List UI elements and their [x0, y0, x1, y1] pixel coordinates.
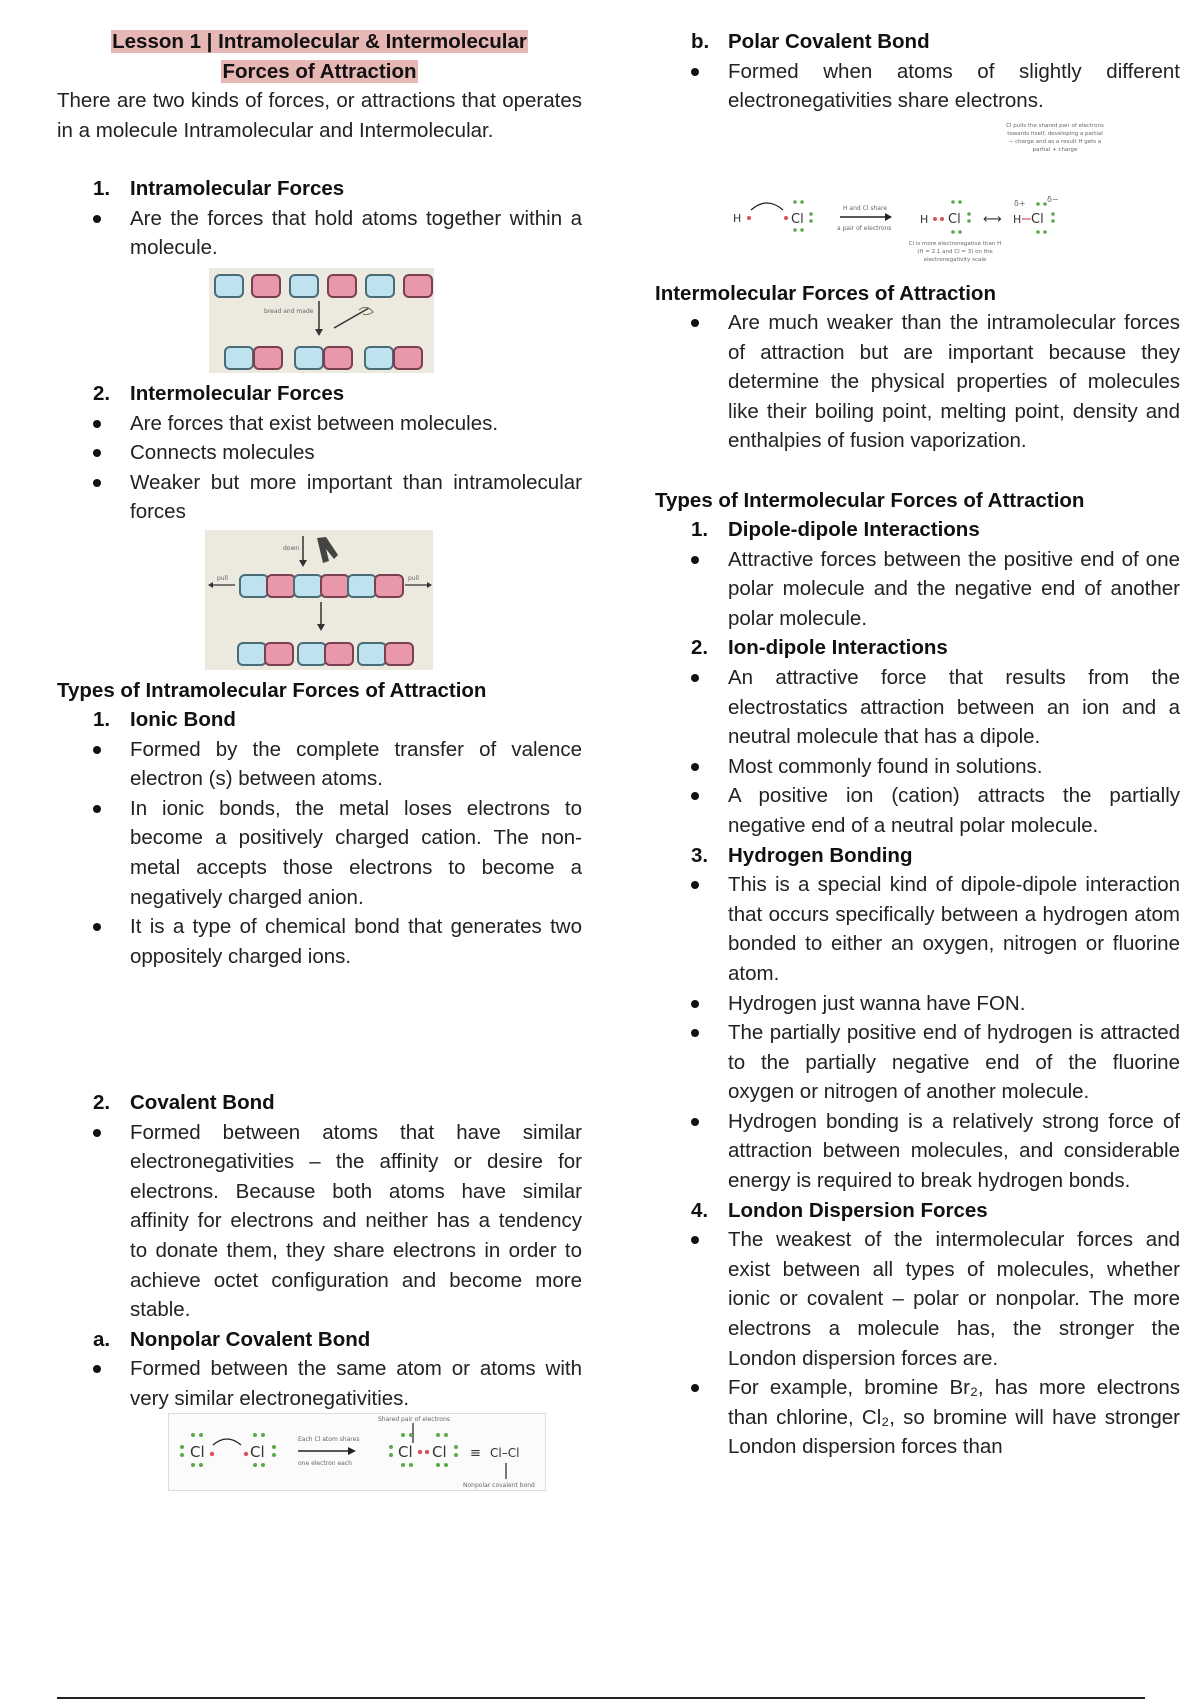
subsection-heading: a. Nonpolar Covalent Bond	[93, 1327, 371, 1351]
section-heading: 1. Intramolecular Forces	[93, 177, 345, 200]
bullet-icon	[93, 215, 101, 223]
svg-text:δ−: δ−	[1047, 195, 1059, 204]
bullet-icon	[93, 449, 101, 457]
bullet-icon	[691, 763, 699, 771]
section-ionic-bond	[57, 705, 582, 971]
bullet-icon	[93, 420, 101, 428]
bullet-icon	[691, 1118, 699, 1126]
svg-text:H and Cl share: H and Cl share	[843, 205, 888, 212]
scissors-arrow-icon	[209, 298, 434, 338]
bullet-item: It is a type of chemical bond that generates two oppositely charged ions.	[57, 912, 582, 971]
bullet-item: Formed between atoms that have similar electronegativities – the affinity or desire for electrons. Because both atoms have similar affinity for electrons and neither has a tendency to donate them, they share electrons in order to achieve octet configuration and become more stable.	[57, 1118, 582, 1325]
section-heading: 2. Intermolecular Forces	[93, 382, 345, 405]
bullet-icon	[93, 479, 101, 487]
svg-text:⟷: ⟷	[983, 212, 1002, 227]
svg-text:Cl: Cl	[948, 212, 961, 227]
bullet-icon	[691, 319, 699, 327]
bullet-item: Weaker but more important than intramolecular forces	[57, 468, 582, 527]
bullet-icon	[691, 881, 699, 889]
svg-text:pull: pull	[217, 575, 228, 582]
intermolecular-heading: Intermolecular Forces of Attraction	[655, 282, 996, 305]
section-heading: 3. Hydrogen Bonding	[691, 843, 913, 867]
types-intermolecular-heading: Types of Intermolecular Forces of Attraction	[655, 489, 1085, 512]
title-line-1: Lesson 1 | Intramolecular & Intermolecular	[112, 30, 527, 53]
svg-text:Cl: Cl	[432, 1443, 447, 1461]
svg-text:Nonpolar covalent bond: Nonpolar covalent bond	[463, 1482, 535, 1489]
bullet-icon	[93, 923, 101, 931]
svg-text:pull: pull	[408, 575, 419, 582]
bullet-item: The weakest of the intermolecular forces and exist between all types of molecules, whether ionic or covalent – polar or nonpolar. The more electrons a molecule has, the stronger the London dispersion forces are.	[655, 1225, 1180, 1373]
intro-paragraph: There are two kinds of forces, or attractions that operates in a molecule Intramolecular and Intermolecular.	[57, 89, 582, 142]
section-heading: 2. Ion-dipole Interactions	[691, 636, 948, 660]
bullet-item: The partially positive end of hydrogen is attracted to the partially negative end of the fluorine oxygen or nitrogen of another molecule.	[655, 1018, 1180, 1107]
bullet-icon	[691, 1384, 699, 1392]
subsection-heading: b. Polar Covalent Bond	[691, 30, 930, 53]
svg-text:one electron each: one electron each	[298, 1460, 352, 1467]
svg-text:H: H	[1013, 213, 1022, 226]
section-covalent-bond	[57, 1088, 582, 1414]
page-bottom-rule	[57, 1697, 1145, 1699]
bullet-icon	[691, 68, 699, 76]
bullet-icon	[691, 1236, 699, 1244]
bullet-item: Are the forces that hold atoms together within a molecule.	[57, 204, 582, 263]
section-intermolecular-forces	[57, 379, 582, 527]
bullet-item: Are much weaker than the intramolecular forces of attraction but are important because they determine the physical properties of molecules like their boiling point, melting point, density and enthalpies of fusion vaporization.	[655, 308, 1180, 456]
polar-hcl-diagram	[725, 122, 1145, 272]
bullet-item: For example, bromine Br₂, has more electrons than chlorine, Cl₂, so bromine will have stronger London dispersion forces than	[655, 1373, 1180, 1462]
bullet-item: Most commonly found in solutions.	[655, 752, 1180, 782]
bullet-icon	[93, 746, 101, 754]
bullet-icon	[691, 556, 699, 564]
section-polar-covalent	[655, 27, 1180, 116]
svg-text:H: H	[733, 212, 742, 225]
bullet-icon	[691, 1029, 699, 1037]
bullet-item: This is a special kind of dipole-dipole interaction that occurs specifically between a hydrogen atom bonded to either an oxygen, nitrogen or fluorine atom.	[655, 870, 1180, 988]
bullet-icon	[691, 1000, 699, 1008]
title-line-2: Forces of Attraction	[222, 59, 417, 83]
bullet-item: In ionic bonds, the metal loses electrons to become a positively charged cation. The non-metal accepts those electrons to become a negatively charged anion.	[57, 794, 582, 912]
bullet-item: Formed between the same atom or atoms with very similar electronegativities.	[57, 1354, 582, 1413]
bullet-icon	[691, 792, 699, 800]
svg-text:Cl: Cl	[1031, 212, 1044, 227]
bullet-item: Attractive forces between the positive end of one polar molecule and the negative end of another polar molecule.	[655, 545, 1180, 634]
section-intramolecular-forces	[57, 174, 582, 263]
bullet-item: Connects molecules	[57, 438, 582, 468]
section-heading: 2. Covalent Bond	[93, 1091, 275, 1114]
bullet-item: Are forces that exist between molecules.	[57, 409, 582, 439]
bullet-item: An attractive force that results from the electrostatics attraction between an ion and a neutral molecule that has a dipole.	[655, 663, 1180, 752]
intramolecular-figure	[209, 268, 434, 373]
bullet-icon	[691, 674, 699, 682]
svg-text:Cl: Cl	[791, 212, 804, 227]
bullet-item: Formed by the complete transfer of valence electron (s) between atoms.	[57, 735, 582, 794]
section-heading: 1. Ionic Bond	[93, 708, 236, 731]
bullet-item: Formed when atoms of slightly different electronegativities share electrons.	[655, 57, 1180, 116]
svg-text:Cl: Cl	[250, 1443, 265, 1461]
svg-text:≡: ≡	[470, 1446, 481, 1461]
bullet-item: Hydrogen bonding is a relatively strong force of attraction between molecules, and considerable energy is required to break hydrogen bonds.	[655, 1107, 1180, 1196]
intermolecular-figure	[205, 530, 433, 670]
bullet-icon	[93, 1129, 101, 1137]
svg-text:Shared pair of electrons: Shared pair of electrons	[378, 1416, 450, 1423]
svg-text:down: down	[283, 545, 300, 552]
bullet-icon	[93, 1365, 101, 1373]
bullet-item: Hydrogen just wanna have FON.	[655, 989, 1180, 1019]
svg-text:H: H	[920, 213, 929, 226]
types-intramolecular-heading: Types of Intramolecular Forces of Attraction	[57, 679, 487, 702]
svg-text:a pair of electrons: a pair of electrons	[837, 225, 892, 232]
nonpolar-cl2-diagram	[168, 1413, 546, 1491]
section-heading: 1. Dipole-dipole Interactions	[691, 518, 980, 541]
svg-text:bread and made: bread and made	[264, 308, 314, 315]
bullet-item: A positive ion (cation) attracts the partially negative end of a neutral polar molecule.	[655, 781, 1180, 840]
svg-text:Cl–Cl: Cl–Cl	[490, 1446, 520, 1460]
svg-text:δ+: δ+	[1014, 199, 1026, 208]
svg-text:Cl: Cl	[398, 1443, 413, 1461]
bullet-icon	[93, 805, 101, 813]
intermolecular-description	[655, 308, 1180, 456]
svg-text:Each Cl atom shares: Each Cl atom shares	[298, 1436, 360, 1443]
lesson-title	[57, 27, 582, 86]
intermolecular-types-list	[655, 515, 1180, 1462]
polar-note-top: Cl pulls the shared pair of electrons towards itself, developing a partial − charge and as a result H gets a partial + charge	[1006, 123, 1104, 153]
svg-text:Cl: Cl	[190, 1443, 205, 1461]
section-heading: 4. London Dispersion Forces	[691, 1198, 988, 1222]
polar-note-bottom: Cl is more electronegative than H (H = 2.1 and Cl = 3) on the electronegativity scale	[908, 241, 1002, 263]
